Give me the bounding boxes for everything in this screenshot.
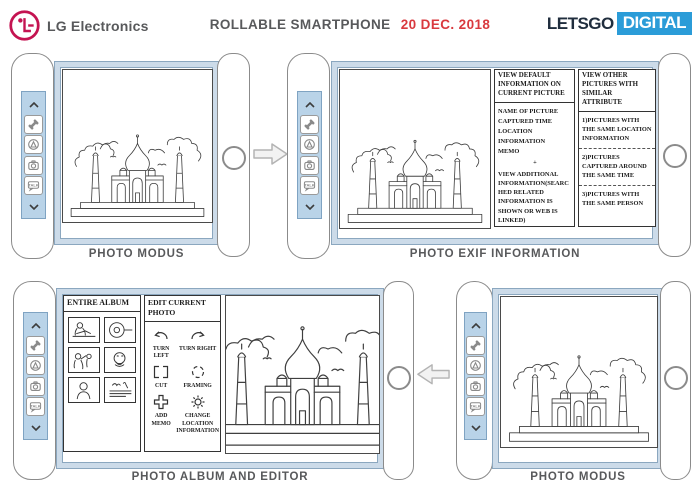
taj-mahal-photo[interactable] xyxy=(500,296,658,448)
scroll-up-icon[interactable] xyxy=(305,95,315,113)
svg-text:TALK: TALK xyxy=(304,182,315,188)
svg-text:TALK: TALK xyxy=(470,403,481,409)
app-sidebar[interactable] xyxy=(297,91,322,219)
exif-similar-panel[interactable] xyxy=(578,69,656,227)
tool-label: ADD MEMO xyxy=(151,413,171,427)
turn-left-tool[interactable] xyxy=(146,326,176,360)
tool-label: CHANGE LOCATION INFORMATION xyxy=(176,413,220,434)
camera-icon[interactable] xyxy=(24,156,43,175)
scroll-up-icon[interactable] xyxy=(471,316,481,334)
editor-panel[interactable] xyxy=(144,295,221,452)
apps-icon[interactable] xyxy=(300,135,319,154)
arrow-right-icon xyxy=(253,141,289,167)
similar-option[interactable]: 3)PICTURES WITH THE SAME PERSON xyxy=(582,190,644,207)
phone-icon[interactable] xyxy=(24,115,43,134)
camera-icon[interactable] xyxy=(466,377,485,396)
panel-title: VIEW OTHER PICTURES WITH SIMILAR ATTRIBUTE xyxy=(579,70,655,112)
exif-line: MEMO xyxy=(498,148,520,156)
album-thumbnail[interactable] xyxy=(104,347,136,373)
date-text: 20 DEC. 2018 xyxy=(400,17,491,32)
scroll-up-icon[interactable] xyxy=(31,316,41,334)
svg-text:TALK: TALK xyxy=(28,182,39,188)
site-logo xyxy=(547,12,692,35)
roller-button[interactable] xyxy=(387,366,411,390)
roller-pill-right xyxy=(658,53,691,257)
album-thumbnail[interactable] xyxy=(68,347,100,373)
album-thumbnail[interactable] xyxy=(104,377,136,403)
exif-default-info-panel[interactable] xyxy=(494,69,575,227)
taj-mahal-photo[interactable] xyxy=(225,295,380,454)
apps-icon[interactable] xyxy=(26,356,45,375)
scroll-down-icon[interactable] xyxy=(31,418,41,436)
phone-icon[interactable] xyxy=(300,115,319,134)
taj-mahal-photo[interactable] xyxy=(339,69,491,229)
roller-pill-right xyxy=(660,281,691,480)
brand-name: LG Electronics xyxy=(47,17,149,34)
exif-line: VIEW ADDITIONAL INFORMATION(SEARCHED RELATED INFORMATION IS SHOWN OR WEB IS LINKED) xyxy=(498,170,569,224)
talk-icon[interactable] xyxy=(26,397,45,416)
similar-option[interactable]: 2)PICTURES CAPTURED AROUND THE SAME TIME xyxy=(579,149,655,186)
tool-label: CUT xyxy=(155,383,168,390)
similar-option[interactable]: 1)PICTURES WITH THE SAME LOCATION INFORMATION xyxy=(579,112,655,149)
arrow-left-icon xyxy=(416,362,450,388)
album-thumbnail[interactable] xyxy=(68,377,100,403)
page-title xyxy=(170,17,530,32)
exif-line: LOCATION INFORMATION xyxy=(498,128,546,145)
site-suffix: DIGITAL xyxy=(617,12,692,35)
lg-logo-icon xyxy=(8,9,41,42)
phone-label: PHOTO MODUS xyxy=(88,248,185,260)
scroll-down-icon[interactable] xyxy=(305,197,315,215)
roller-button[interactable] xyxy=(664,366,688,390)
tool-label: TURN RIGHT xyxy=(179,345,217,352)
album-thumbnail[interactable] xyxy=(104,317,136,343)
panel-title: ENTIRE ALBUM xyxy=(64,296,140,312)
camera-icon[interactable] xyxy=(300,156,319,175)
phone-label: PHOTO EXIF INFORMATION xyxy=(409,248,581,260)
phone-label: PHOTO MODUS xyxy=(530,471,626,483)
camera-icon[interactable] xyxy=(26,377,45,396)
panel-title: VIEW DEFAULT INFORMATION ON CURRENT PICTURE xyxy=(495,70,574,103)
exif-line: CAPTURED TIME xyxy=(498,118,553,126)
site-name: LETSGO xyxy=(546,13,614,33)
exif-line: NAME OF PICTURE xyxy=(498,107,559,115)
album-thumbnail[interactable] xyxy=(68,317,100,343)
app-sidebar[interactable] xyxy=(21,91,46,219)
apps-icon[interactable] xyxy=(24,135,43,154)
tool-label: FRAMING xyxy=(183,383,212,390)
taj-mahal-photo[interactable] xyxy=(62,69,213,223)
panel-title: EDIT CURRENT PHOTO xyxy=(145,296,220,322)
add-memo-tool[interactable] xyxy=(146,393,176,435)
phone-label: PHOTO ALBUM AND EDITOR xyxy=(131,471,309,483)
tool-label: TURN LEFT xyxy=(152,345,170,359)
roller-pill-right xyxy=(383,281,414,480)
talk-icon[interactable] xyxy=(300,176,319,195)
scroll-up-icon[interactable] xyxy=(29,95,39,113)
talk-icon[interactable] xyxy=(24,176,43,195)
album-panel[interactable] xyxy=(63,295,141,452)
roller-button[interactable] xyxy=(663,144,687,168)
scroll-down-icon[interactable] xyxy=(29,197,39,215)
plus-separator: + xyxy=(533,159,537,167)
framing-tool[interactable] xyxy=(176,363,219,390)
app-sidebar[interactable] xyxy=(23,312,48,440)
roller-button[interactable] xyxy=(222,146,246,170)
turn-right-tool[interactable] xyxy=(176,326,219,360)
cut-tool[interactable] xyxy=(146,363,176,390)
phone-icon[interactable] xyxy=(466,336,485,355)
roller-pill-right xyxy=(217,53,250,257)
app-sidebar[interactable] xyxy=(464,312,487,440)
svg-text:TALK: TALK xyxy=(30,403,41,409)
title-text: ROLLABLE SMARTPHONE xyxy=(209,17,391,32)
phone-icon[interactable] xyxy=(26,336,45,355)
apps-icon[interactable] xyxy=(466,356,485,375)
scroll-down-icon[interactable] xyxy=(471,418,481,436)
talk-icon[interactable] xyxy=(466,397,485,416)
change-location-tool[interactable] xyxy=(176,393,219,435)
lg-brand xyxy=(8,9,149,42)
